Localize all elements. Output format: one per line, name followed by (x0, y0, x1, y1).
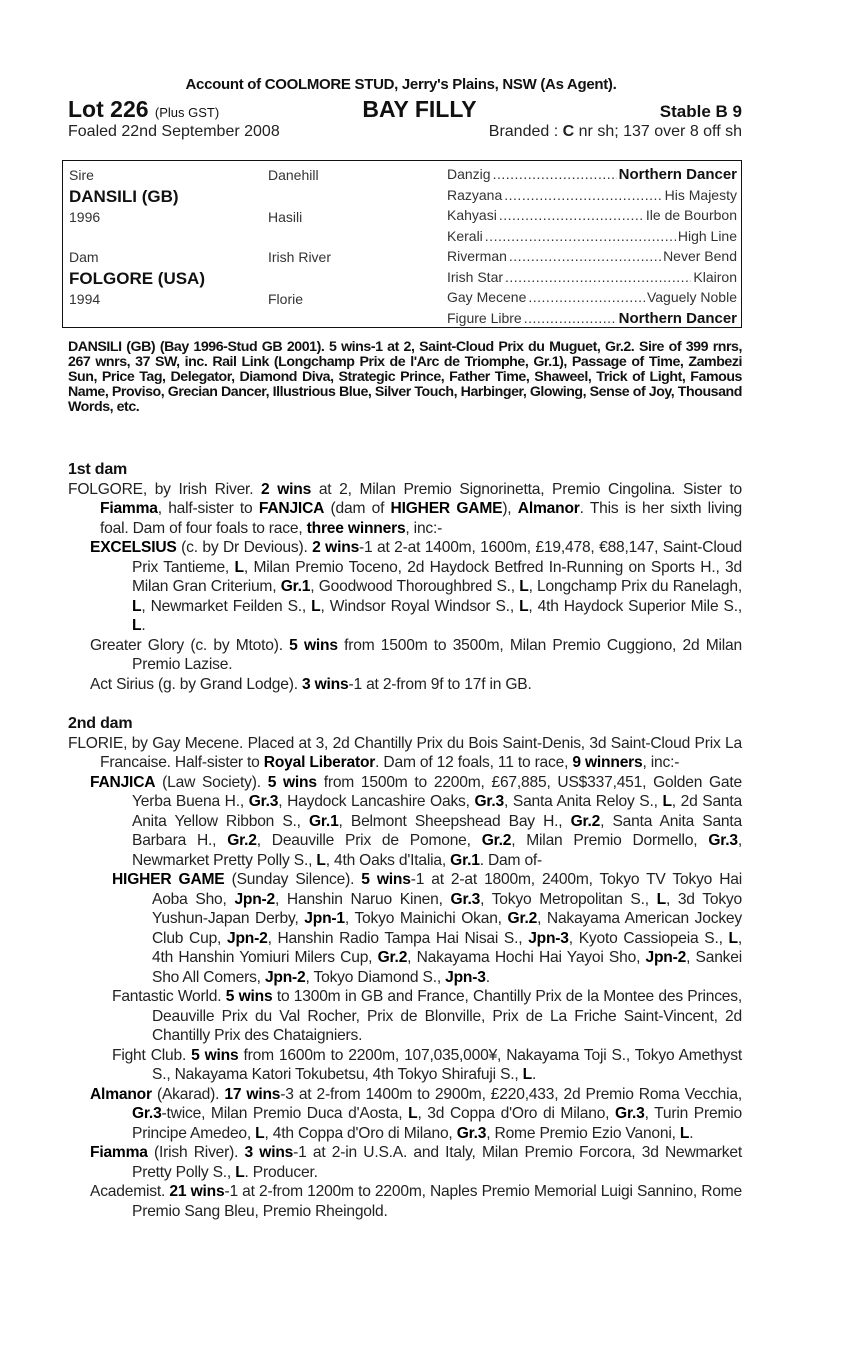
text: FLORIE, by Gay Mecene. Placed at 3, 2d Chantilly Prix du Bois Saint-Denis, 3d Saint-Cloud Prix La Francaise. Half-sister to (68, 734, 742, 771)
bold-text: Fiamma (100, 500, 158, 517)
text: . This is her sixth living foal. Dam of four foals to race, (100, 500, 743, 537)
bold-text: HIGHER GAME (390, 500, 503, 517)
text: -1 at 2-at 1400m, 1600m, £19,478, €88,147, Saint-Cloud Prix Tantieme, (132, 539, 743, 576)
text: , 4th Hanshin Yomiuri Milers Cup, (152, 929, 742, 966)
catalogue-page (68, 76, 743, 1220)
bold-text: Gr.3 (132, 1105, 162, 1122)
great-grandparent (447, 228, 737, 244)
text: -1 at 2-from 1200m to 2200m, Naples Premio Memorial Luigi Sannino, Rome Premio Sang Bleu, Premio Rheingold. (132, 1183, 743, 1220)
leader-dots (485, 228, 676, 244)
leader-dots (505, 269, 691, 285)
grandsire-paternal: Danehill (268, 167, 319, 183)
text: , Tokyo Metropolitan S., (480, 890, 657, 908)
progeny-entry (68, 1182, 742, 1221)
bold-text: L (656, 890, 666, 908)
text: , 4th Oaks d'Italia, (325, 851, 451, 869)
progeny-entry (68, 987, 742, 1046)
dam-year: 1994 (69, 291, 101, 307)
great-grandparent-sire: Never Bend (663, 248, 737, 264)
leader-dots (524, 310, 617, 327)
vendor-account: Account of COOLMORE STUD, Jerry's Plains, NSW (As Agent). (185, 76, 617, 93)
bold-text: Jpn-2 (226, 929, 268, 947)
great-grandparent (447, 310, 737, 327)
horse-description: BAY FILLY (362, 96, 477, 122)
leader-dots (499, 207, 644, 223)
great-grandparent-name: Figure Libre (447, 309, 522, 326)
text: (Law Society). (155, 773, 268, 791)
dam-label: Dam (69, 249, 99, 265)
brand-info (489, 123, 742, 141)
text: ), (502, 500, 518, 517)
text: , 4th Haydock Superior Mile S., (528, 597, 742, 615)
progeny-entry (68, 538, 742, 636)
great-grandparent-sire: Northern Dancer (618, 166, 737, 183)
text: -1 at 2-in U.S.A. and Italy, Milan Premio Forcora, 3d Newmarket Pretty Polly S., (132, 1144, 742, 1181)
bold-text: 5 wins (191, 1046, 239, 1064)
text: , Goodwood Thoroughbred S., (310, 578, 520, 595)
bold-text: L (519, 578, 529, 595)
bold-text: Gr.3 (474, 793, 505, 810)
text: . (689, 1124, 694, 1142)
granddam-paternal: Hasili (268, 209, 303, 225)
bold-text: Gr.2 (227, 832, 257, 849)
leader-dots (528, 289, 645, 305)
grandsire-maternal: Irish River (268, 249, 332, 265)
sire-year: 1996 (69, 209, 101, 225)
text: , 3d Coppa d'Oro di Milano, (417, 1105, 616, 1122)
text: , Hanshin Naruo Kinen, (275, 890, 451, 908)
great-grandparent-name: Irish Star (447, 268, 504, 285)
bold-text: Fiamma (90, 1144, 148, 1161)
bold-text: L (132, 597, 142, 615)
text: . Producer. (244, 1163, 318, 1181)
granddam-maternal: Florie (268, 291, 304, 307)
bold-text: 2 wins (261, 480, 312, 498)
text: , 3d Tokyo Yushun-Japan Derby, (152, 890, 742, 927)
text: -twice, Milan Premio Duca d'Aosta, (161, 1105, 409, 1122)
text: , Sankei Sho All Comers, (152, 949, 742, 986)
progeny-entry (68, 1046, 742, 1085)
text: , Milan Premio Toceno, 2d Haydock Betfred In-Running on Sports H., 3d Milan Gran Criterium, (132, 558, 743, 595)
text: , 4th Coppa d'Oro di Milano, (264, 1124, 457, 1142)
text: , Tokyo Diamond S., (305, 968, 446, 986)
bold-text: 5 wins (289, 636, 338, 654)
great-grandparent-sire: Ile de Bourbon (645, 207, 737, 223)
sire-name: DANSILI (GB) (69, 187, 179, 206)
bold-text: L (235, 1163, 245, 1181)
leader-dots (493, 166, 617, 183)
text: (Irish River). (147, 1144, 245, 1161)
section-heading: 2nd dam (68, 715, 133, 732)
sire-summary: DANSILI (GB) (Bay 1996-Stud GB 2001). 5 wins-1 at 2, Saint-Cloud Prix du Muguet, Gr.2. Sire of 399 rnrs, 267 wnrs, 37 SW, inc. Rail Link (Longchamp Prix de l'Arc de Triomphe, Gr.1), Passage of Time, Zambezi Sun, Price Tag, Delegator, Diamond Diva, Strategic Prince, Father Time, Shaweel, Trick of Light, Famous Name, Proviso, Grecian Dancer, Illustrious Blue, Silver Touch, Harbinger, Glowing, Sense of Joy, Thousand Words, etc. (68, 339, 742, 415)
bold-text: Jpn-1 (304, 910, 345, 927)
progeny-entry (68, 773, 742, 871)
bold-text: Gr.3 (456, 1124, 487, 1142)
text: -1 at 2-at 1800m, 2400m, Tokyo TV Tokyo Hai Aoba Sho, (152, 871, 743, 908)
great-grandparent-name: Kahyasi (447, 207, 497, 223)
text: Fantastic World. (112, 988, 226, 1005)
text: (Sunday Silence). (224, 871, 362, 888)
great-grandparent (447, 248, 737, 264)
stable-location: Stable B 9 (659, 102, 742, 121)
great-grandparent-sire: Klairon (693, 268, 737, 285)
great-grandparent (447, 269, 737, 285)
bold-text: 17 wins (224, 1085, 281, 1103)
text: , Rome Premio Ezio Vanoni, (486, 1124, 680, 1142)
text: , Newmarket Pretty Polly S., (132, 832, 742, 869)
text: from 1600m to 2200m, 107,035,000¥, Nakayama Toji S., Tokyo Amethyst S., Nakayama Katori Tokubetsu, 4th Tokyo Shirafuji S., (152, 1046, 743, 1083)
brand-mark: C (562, 123, 575, 140)
text: Greater Glory (c. by Mtoto). (90, 636, 290, 654)
bold-text: Jpn-3 (445, 968, 486, 986)
great-grandparent (447, 166, 737, 183)
family-history (68, 460, 742, 1221)
bold-text: Jpn-3 (528, 929, 569, 947)
section-heading: 1st dam (68, 461, 128, 478)
great-grandparent-name: Kerali (447, 227, 483, 244)
text: , Kyoto Cassiopeia S., (568, 929, 729, 947)
branded-label: Branded : (488, 123, 559, 140)
bold-text: Jpn-2 (234, 890, 276, 908)
text: , Newmarket Feilden S., (141, 597, 312, 615)
text: -1 at 2-from 9f to 17f in GB. (348, 675, 532, 693)
great-grandparent (447, 187, 737, 203)
bold-text: HIGHER GAME (112, 871, 225, 888)
text: . Dam of- (479, 851, 543, 869)
text: , inc:- (405, 519, 443, 537)
progeny-entry (68, 1143, 742, 1182)
text: . (532, 1066, 537, 1083)
foaled-date: Foaled 22nd September 2008 (68, 123, 280, 140)
bold-text: 5 wins (225, 988, 273, 1005)
text: Academist. (90, 1183, 170, 1200)
lot-number (68, 96, 219, 123)
great-grandparent (447, 289, 737, 305)
text: , Tokyo Mainichi Okan, (344, 910, 508, 927)
text: , Belmont Sheepshead Bay H., (338, 812, 571, 830)
text: . (141, 617, 146, 634)
bold-text: Gr.3 (248, 793, 279, 810)
bold-text: Almanor (517, 500, 580, 517)
branded-text: nr sh; 137 over 8 off sh (578, 123, 742, 140)
lot-label: Lot 226 (68, 96, 149, 122)
pedigree-table (62, 160, 742, 328)
bold-text: FANJICA (258, 500, 325, 517)
progeny-entry (68, 1085, 742, 1144)
bold-text: FANJICA (90, 773, 156, 791)
text: , 2d Santa Anita Yellow Ribbon S., (132, 793, 743, 830)
progeny-entry (68, 870, 742, 987)
text: , half-sister to (157, 500, 259, 517)
bold-text: Jpn-2 (264, 968, 306, 986)
text: , Hanshin Radio Tampa Hai Nisai S., (267, 929, 529, 947)
great-grandparent-sire: His Majesty (664, 186, 737, 203)
great-grandparent (447, 207, 737, 223)
great-grandparent-sire: Vaguely Noble (646, 289, 737, 305)
great-grandparent-name: Danzig (447, 166, 491, 182)
bold-text: 5 wins (361, 871, 411, 888)
bold-text: L (728, 929, 738, 947)
text: (c. by Dr Devious). (176, 539, 313, 556)
sire-label: Sire (69, 167, 94, 183)
text: . (485, 968, 490, 986)
bold-text: Gr.1 (309, 812, 339, 830)
text: , Haydock Lancashire Oaks, (278, 793, 475, 810)
bold-text: Jpn-2 (645, 949, 687, 966)
great-grandparent-name: Razyana (447, 186, 503, 203)
bold-text: L (234, 558, 244, 576)
bold-text: Almanor (90, 1085, 152, 1103)
progeny-entry (68, 734, 742, 773)
bold-text: Gr.1 (450, 851, 480, 869)
bold-text: Gr.2 (481, 832, 512, 849)
text: (Akarad). (151, 1085, 225, 1103)
text: , Santa Anita Reloy S., (504, 793, 663, 810)
text: , Longchamp Prix du Ranelagh, (528, 578, 742, 595)
bold-text: L (519, 597, 529, 615)
bold-text: L (316, 851, 326, 869)
bold-text: Gr.3 (615, 1105, 645, 1122)
text: Fight Club. (112, 1046, 192, 1064)
bold-text: 2 wins (312, 539, 360, 556)
great-grandparent-sire: High Line (677, 227, 737, 244)
bold-text: 3 wins (302, 675, 349, 693)
bold-text: L (255, 1124, 265, 1142)
leader-dots (504, 187, 662, 203)
bold-text: Gr.3 (708, 832, 738, 849)
bold-text: Gr.2 (570, 812, 601, 830)
bold-text: 5 wins (267, 773, 317, 791)
text: . Dam of 12 foals, 11 to race, (375, 754, 573, 771)
bold-text: Gr.3 (450, 890, 481, 908)
text: from 1500m to 3500m, Milan Premio Cuggiono, 2d Milan Premio Lazise. (132, 636, 742, 673)
bold-text: L (679, 1124, 690, 1142)
bold-text: L (311, 597, 321, 615)
bold-text: EXCELSIUS (90, 539, 177, 556)
dam-name: FOLGORE (USA) (69, 269, 205, 288)
text: , Milan Premio Dormello, (511, 832, 709, 849)
text: , Turin Premio Principe Amedeo, (132, 1105, 742, 1142)
bold-text: Gr.2 (377, 949, 408, 966)
plus-gst: (Plus GST) (154, 105, 220, 120)
text: , Windsor Royal Windsor S., (320, 597, 520, 615)
text: to 1300m in GB and France, Chantilly Prix de la Montee des Princes, Deauville Prix du Val Rocher, Prix de Blonville, Prix de La Friche Saint-Vincent, 2d Chantilly Prix des Chataigniers. (152, 988, 743, 1044)
bold-text: Gr.1 (280, 578, 311, 595)
great-grandparent-sire: Northern Dancer (618, 309, 737, 327)
text: , Nakayama American Jockey Club Cup, (152, 910, 742, 947)
progeny-entry (68, 636, 742, 675)
bold-text: L (662, 793, 672, 810)
text: at 2, Milan Premio Signorinetta, Premio Cingolina. Sister to (311, 480, 743, 498)
progeny-entry (68, 480, 742, 539)
text: , Santa Anita Santa Barbara H., (132, 812, 743, 849)
text: (dam of (324, 500, 391, 517)
bold-text: 21 wins (169, 1183, 225, 1200)
text: , Deauville Prix de Pomone, (256, 832, 482, 849)
text: , inc:- (642, 754, 680, 771)
text: from 1500m to 2200m, £67,885, US$337,451, Golden Gate Yerba Buena H., (132, 773, 743, 810)
bold-text: L (408, 1105, 418, 1122)
text: , Nakayama Hochi Hai Yayoi Sho, (407, 949, 646, 966)
bold-text: Gr.2 (507, 910, 538, 927)
bold-text: 9 winners (572, 754, 643, 771)
bold-text: L (522, 1066, 532, 1083)
bold-text: Royal Liberator (263, 754, 376, 771)
text: Act Sirius (g. by Grand Lodge). (90, 675, 303, 693)
great-grandparent-name: Riverman (447, 248, 507, 264)
text: -3 at 2-from 1400m to 2900m, £220,433, 2d Premio Roma Vecchia, (280, 1085, 743, 1103)
bold-text: L (132, 617, 142, 634)
text: FOLGORE, by Irish River. (68, 480, 262, 498)
bold-text: 3 wins (244, 1144, 294, 1161)
leader-dots (509, 248, 661, 264)
great-grandparent-name: Gay Mecene (447, 289, 527, 305)
bold-text: three winners (306, 519, 406, 537)
progeny-entry (68, 675, 742, 695)
